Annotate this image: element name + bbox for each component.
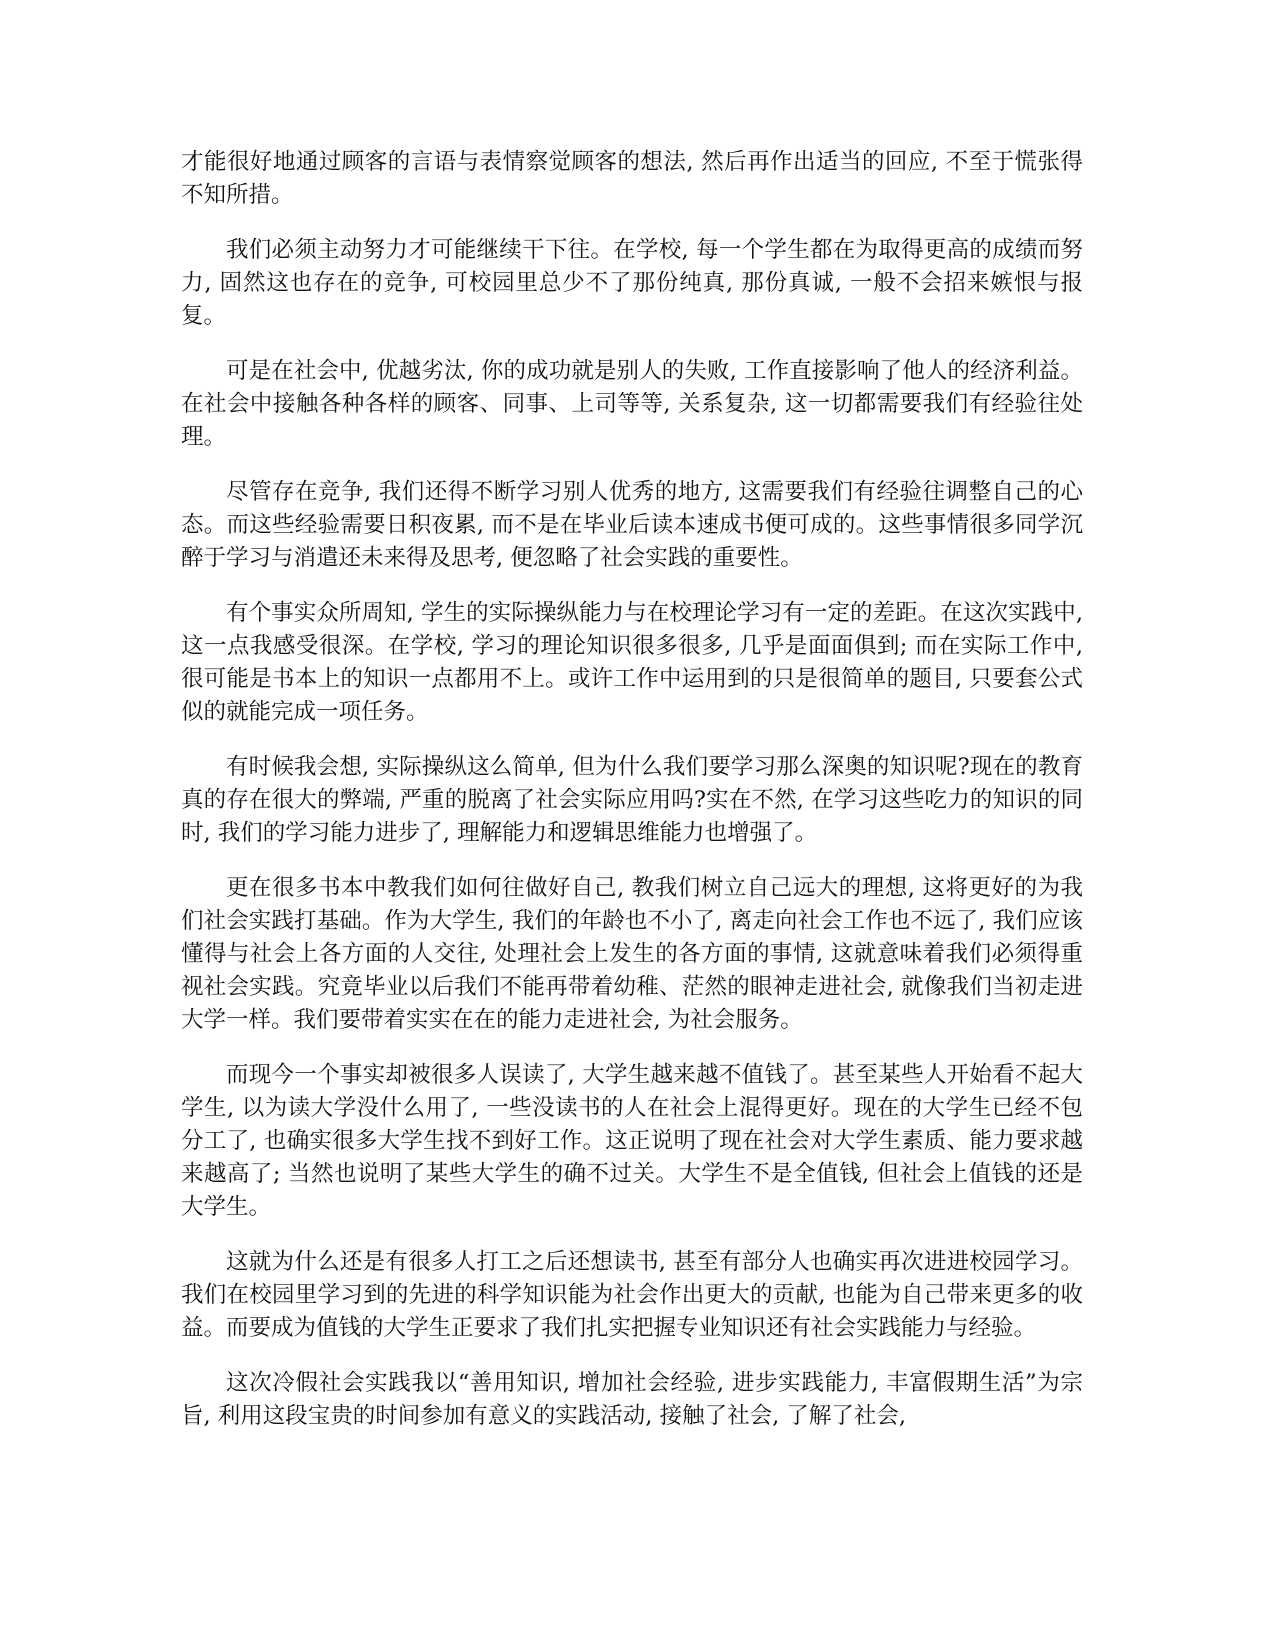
paragraph-10: 这次冷假社会实践我以“善用知识, 增加社会经验, 进步实践能力, 丰富假期生活”为宗旨, 利用这段宝贵的时间参加有意义的实践活动, 接触了社会, 了解了社会,	[181, 1370, 1083, 1429]
paragraph-6: 有时候我会想, 实际操纵这么简单, 但为什么我们要学习那么深奥的知识呢?现在的教育真的存在很大的弊端, 严重的脱离了社会实际应用吗?实在不然, 在学习这些吃力的知识的同时, 我们的学习能力进步了, 理解能力和逻辑思维能力也增强了。	[181, 754, 1083, 846]
paragraph-3: 可是在社会中, 优越劣汰, 你的成功就是别人的失败, 工作直接影响了他人的经济利益。在社会中接触各种各样的顾客、同事、上司等等, 关系复杂, 这一切都需要我们有经验往处理。	[181, 358, 1083, 450]
paragraph-8: 而现今一个事实却被很多人误读了, 大学生越来越不值钱了。甚至某些人开始看不起大学生, 以为读大学没什么用了, 一些没读书的人在社会上混得更好。现在的大学生已经不包分工了, 也确实很多大学生找不到好工作。这正说明了现在社会对大学生素质、能力要求越来越高了; 当然也说明了某些大学生的确不过关。大学生不是全值钱, 但社会上值钱的还是大学生。	[181, 1062, 1083, 1220]
paragraph-4: 尽管存在竞争, 我们还得不断学习别人优秀的地方, 这需要我们有经验往调整自己的心态。而这些经验需要日积夜累, 而不是在毕业后读本速成书便可成的。这些事情很多同学沉醉于学习与消遣还未来得及思考, 便忽略了社会实践的重要性。	[181, 479, 1083, 571]
paragraph-2: 我们必须主动努力才可能继续干下往。在学校, 每一个学生都在为取得更高的成绩而努力, 固然这也存在的竞争, 可校园里总少不了那份纯真, 那份真诚, 一般不会招来嫉恨与报复。	[181, 237, 1083, 329]
paragraph-7: 更在很多书本中教我们如何往做好自己, 教我们树立自己远大的理想, 这将更好的为我们社会实践打基础。作为大学生, 我们的年龄也不小了, 离走向社会工作也不远了, 我们应该懂得与社会上各方面的人交往, 处理社会上发生的各方面的事情, 这就意味着我们必须得重视社会实践。究竟毕业以后我们不能再带着幼稚、茫然的眼神走进社会, 就像我们当初走进大学一样。我们要带着实实在在的能力走进社会, 为社会服务。	[181, 875, 1083, 1033]
document-body	[181, 146, 1083, 1455]
paragraph-5: 有个事实众所周知, 学生的实际操纵能力与在校理论学习有一定的差距。在这次实践中, 这一点我感受很深。在学校, 学习的理论知识很多很多, 几乎是面面俱到; 而在实际工作中, 很可能是书本上的知识一点都用不上。或许工作中运用到的只是很简单的题目, 只要套公式似的就能完成一项任务。	[181, 600, 1083, 725]
paragraph-9: 这就为什么还是有很多人打工之后还想读书, 甚至有部分人也确实再次进进校园学习。我们在校园里学习到的先进的科学知识能为社会作出更大的贡献, 也能为自己带来更多的收益。而要成为值钱的大学生正要求了我们扎实把握专业知识还有社会实践能力与经验。	[181, 1249, 1083, 1341]
paragraph-1: 才能很好地通过顾客的言语与表情察觉顾客的想法, 然后再作出适当的回应, 不至于慌张得不知所措。	[181, 149, 1083, 208]
